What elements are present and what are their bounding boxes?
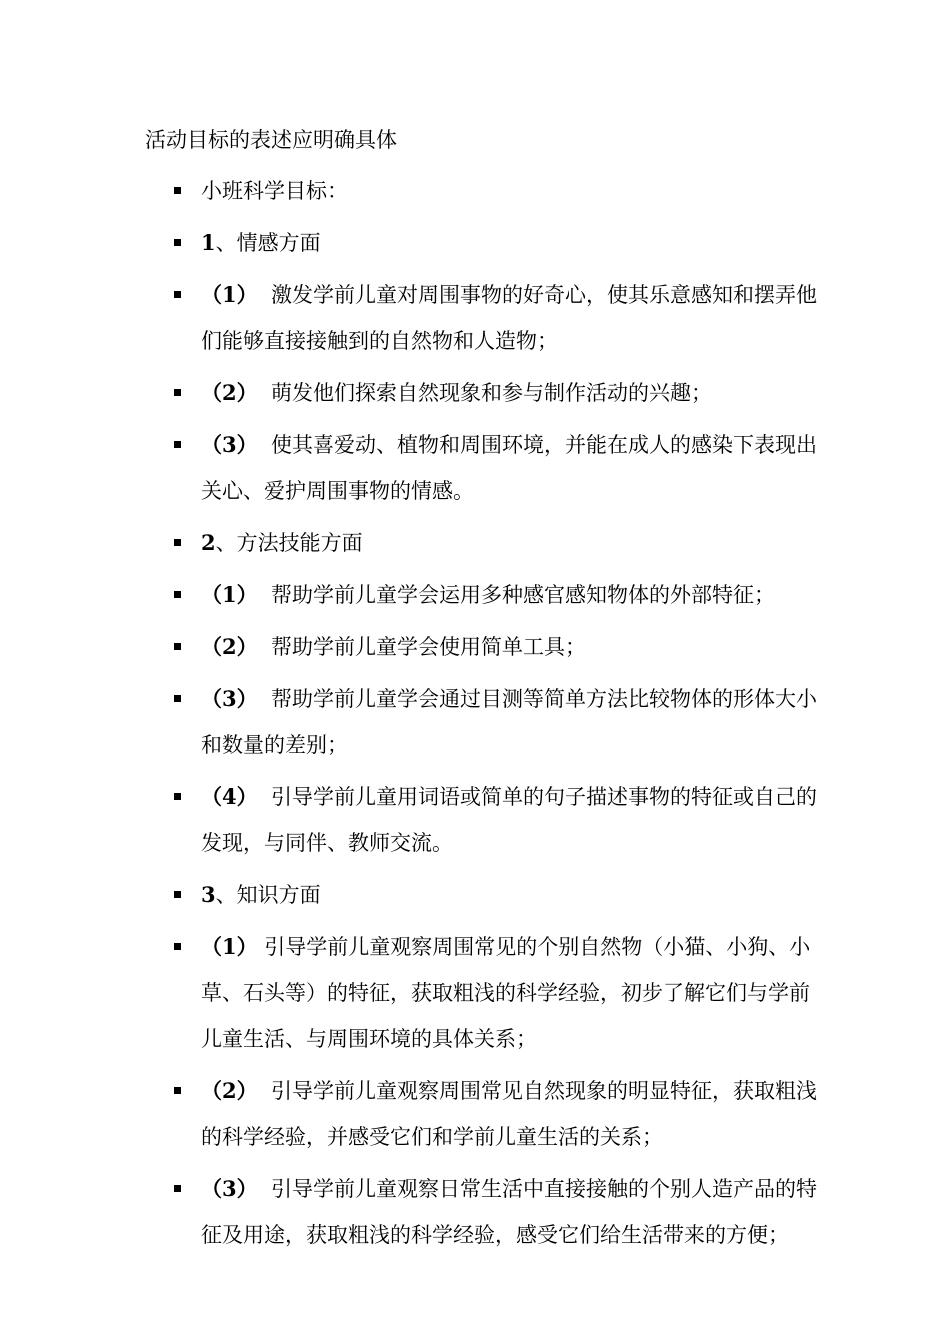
- list-item: [145, 924, 825, 1062]
- item-number: （2）: [201, 1078, 258, 1103]
- square-bullet-icon: [174, 239, 181, 246]
- square-bullet-icon: [174, 793, 181, 800]
- document-title: 活动目标的表述应明确具体: [145, 128, 397, 152]
- item-number: （3）: [201, 686, 258, 711]
- square-bullet-icon: [174, 539, 181, 546]
- list-item: [145, 676, 825, 768]
- square-bullet-icon: [174, 891, 181, 898]
- bullet-list: [145, 168, 825, 1264]
- square-bullet-icon: [174, 591, 181, 598]
- list-item: [145, 370, 825, 416]
- item-text: 帮助学前儿童学会通过目测等简单方法比较物体的形体大小和数量的差别；: [201, 687, 817, 757]
- item-number: （3）: [201, 1176, 258, 1201]
- square-bullet-icon: [174, 1185, 181, 1192]
- square-bullet-icon: [174, 1087, 181, 1094]
- item-number: （3）: [201, 432, 258, 457]
- item-text: 帮助学前儿童学会运用多种感官感知物体的外部特征；: [257, 583, 775, 607]
- list-item: [145, 872, 825, 918]
- list-item: [145, 572, 825, 618]
- item-text: 、方法技能方面: [215, 531, 363, 555]
- list-item: [145, 520, 825, 566]
- item-number: （1）: [201, 582, 258, 607]
- item-number: （1）: [201, 282, 258, 307]
- item-number: 3: [201, 882, 216, 907]
- item-number: （4）: [201, 784, 258, 809]
- square-bullet-icon: [174, 187, 181, 194]
- item-number: （2）: [201, 634, 258, 659]
- list-item: [145, 422, 825, 514]
- list-item: [145, 624, 825, 670]
- item-text: 、知识方面: [215, 883, 321, 907]
- square-bullet-icon: [174, 643, 181, 650]
- item-text: 帮助学前儿童学会使用简单工具；: [257, 635, 586, 659]
- square-bullet-icon: [174, 695, 181, 702]
- item-text: 小班科学目标：: [201, 179, 348, 203]
- list-item: [145, 272, 825, 364]
- item-text: 、情感方面: [215, 231, 321, 255]
- item-text: 引导学前儿童用词语或简单的句子描述事物的特征或自己的发现，与同伴、教师交流。: [201, 785, 817, 855]
- item-number: 1: [201, 230, 216, 255]
- square-bullet-icon: [174, 291, 181, 298]
- item-text: 萌发他们探索自然现象和参与制作活动的兴趣；: [257, 381, 712, 405]
- square-bullet-icon: [174, 943, 181, 950]
- square-bullet-icon: [174, 389, 181, 396]
- item-number: （2）: [201, 380, 258, 405]
- item-text: 引导学前儿童观察周围常见的个别自然物（小猫、小狗、小草、石头等）的特征，获取粗浅的科学经验，初步了解它们与学前儿童生活、与周围环境的具体关系；: [201, 935, 811, 1051]
- item-text: 引导学前儿童观察日常生活中直接接触的个别人造产品的特征及用途，获取粗浅的科学经验，感受它们给生活带来的方便；: [201, 1177, 817, 1247]
- square-bullet-icon: [174, 441, 181, 448]
- list-item: [145, 168, 825, 214]
- list-item: [145, 220, 825, 266]
- list-item: [145, 1068, 825, 1160]
- item-number: （1）: [201, 934, 258, 959]
- list-item: [145, 1166, 825, 1258]
- item-text: 引导学前儿童观察周围常见自然现象的明显特征，获取粗浅的科学经验，并感受它们和学前儿童生活的关系；: [201, 1079, 817, 1149]
- list-item: [145, 774, 825, 866]
- item-number: 2: [201, 530, 216, 555]
- item-text: 激发学前儿童对周围事物的好奇心，使其乐意感知和摆弄他们能够直接接触到的自然物和人造物；: [201, 283, 817, 353]
- item-text: 使其喜爱动、植物和周围环境，并能在成人的感染下表现出关心、爱护周围事物的情感。: [201, 433, 817, 503]
